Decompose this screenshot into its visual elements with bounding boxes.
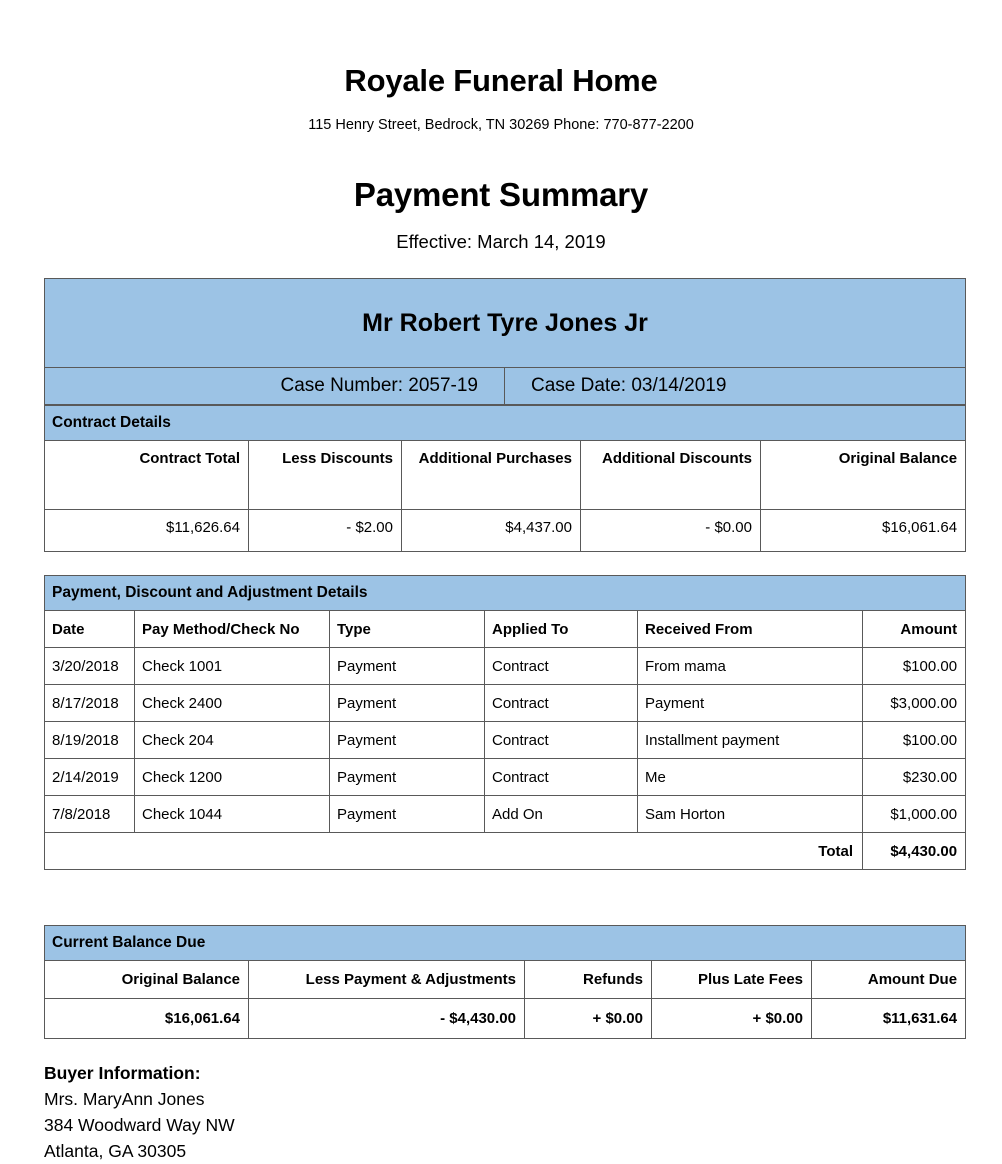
contract-values-row	[45, 510, 966, 552]
cell-date: 8/19/2018	[45, 722, 135, 759]
column-header-type: Type	[330, 611, 485, 648]
cell-date: 3/20/2018	[45, 648, 135, 685]
customer-name: Mr Robert Tyre Jones Jr	[45, 279, 966, 368]
payment-total-row	[45, 833, 966, 870]
payment-details-title: Payment, Discount and Adjustment Details	[45, 576, 966, 611]
cell-applied-to: Add On	[485, 796, 638, 833]
column-header-received-from: Received From	[638, 611, 863, 648]
total-amount: $4,430.00	[863, 833, 966, 870]
cell-applied-to: Contract	[485, 759, 638, 796]
buyer-street: 384 Woodward Way NW	[44, 1114, 235, 1135]
column-header-applied-to: Applied To	[485, 611, 638, 648]
table-row	[45, 648, 966, 685]
cell-amount: $230.00	[863, 759, 966, 796]
value-less-discounts: - $2.00	[249, 510, 402, 552]
table-row	[45, 685, 966, 722]
cell-amount: $100.00	[863, 722, 966, 759]
cell-type: Payment	[330, 722, 485, 759]
cell-pay-method: Check 1044	[135, 796, 330, 833]
cell-date: 2/14/2019	[45, 759, 135, 796]
cell-amount: $100.00	[863, 648, 966, 685]
cell-received-from: Payment	[638, 685, 863, 722]
value-contract-total: $11,626.64	[45, 510, 249, 552]
effective-date: Effective: March 14, 2019	[396, 231, 606, 253]
balance-due-title: Current Balance Due	[45, 926, 966, 961]
value-original-balance: $16,061.64	[761, 510, 966, 552]
company-name: Royale Funeral Home	[344, 63, 658, 98]
cell-applied-to: Contract	[485, 685, 638, 722]
column-header-pay-method: Pay Method/Check No	[135, 611, 330, 648]
table-row	[45, 722, 966, 759]
cell-amount: $3,000.00	[863, 685, 966, 722]
case-number: Case Number: 2057-19	[45, 368, 505, 405]
cell-type: Payment	[330, 759, 485, 796]
value-plus-late-fees: + $0.00	[652, 999, 812, 1039]
cell-date: 8/17/2018	[45, 685, 135, 722]
balance-due-table	[44, 925, 966, 1039]
column-header-amount: Amount	[863, 611, 966, 648]
cell-pay-method: Check 204	[135, 722, 330, 759]
balance-section-title-row	[45, 926, 966, 961]
cell-type: Payment	[330, 685, 485, 722]
value-additional-discounts: - $0.00	[581, 510, 761, 552]
buyer-city-state-zip: Atlanta, GA 30305	[44, 1140, 187, 1161]
total-label: Total	[45, 833, 863, 870]
column-header-additional-purchases: Additional Purchases	[402, 441, 581, 510]
balance-due-section	[44, 925, 958, 1039]
case-date: Case Date: 03/14/2019	[505, 368, 966, 405]
cell-pay-method: Check 2400	[135, 685, 330, 722]
column-header-plus-late-fees: Plus Late Fees	[652, 961, 812, 999]
cell-type: Payment	[330, 648, 485, 685]
column-header-less-payment-adjustments: Less Payment & Adjustments	[249, 961, 525, 999]
value-additional-purchases: $4,437.00	[402, 510, 581, 552]
payment-details-section	[44, 575, 958, 870]
column-header-original-balance: Original Balance	[761, 441, 966, 510]
case-header-table	[44, 278, 966, 405]
column-header-date: Date	[45, 611, 135, 648]
table-row	[45, 796, 966, 833]
payment-header-row	[45, 611, 966, 648]
balance-values-row	[45, 999, 966, 1039]
cell-received-from: Sam Horton	[638, 796, 863, 833]
cell-date: 7/8/2018	[45, 796, 135, 833]
contract-header-row	[45, 441, 966, 510]
value-amount-due: $11,631.64	[812, 999, 966, 1039]
page-title: Payment Summary	[353, 176, 649, 214]
cell-received-from: From mama	[638, 648, 863, 685]
letterhead	[44, 0, 958, 134]
contract-details-table	[44, 405, 966, 552]
payment-details-table	[44, 575, 966, 870]
column-header-original-balance: Original Balance	[45, 961, 249, 999]
value-original-balance: $16,061.64	[45, 999, 249, 1039]
cell-received-from: Me	[638, 759, 863, 796]
customer-name-row	[45, 279, 966, 368]
column-header-refunds: Refunds	[525, 961, 652, 999]
column-header-less-discounts: Less Discounts	[249, 441, 402, 510]
cell-amount: $1,000.00	[863, 796, 966, 833]
column-header-contract-total: Contract Total	[45, 441, 249, 510]
table-row	[45, 759, 966, 796]
buyer-name: Mrs. MaryAnn Jones	[44, 1089, 205, 1110]
cell-received-from: Installment payment	[638, 722, 863, 759]
value-refunds: + $0.00	[525, 999, 652, 1039]
company-address: 115 Henry Street, Bedrock, TN 30269 Phone: 770-877-2200	[308, 117, 694, 134]
column-header-additional-discounts: Additional Discounts	[581, 441, 761, 510]
value-less-payment-adjustments: - $4,430.00	[249, 999, 525, 1039]
payment-section-title-row	[45, 576, 966, 611]
contract-section-title-row	[45, 406, 966, 441]
buyer-information-heading: Buyer Information:	[44, 1063, 201, 1084]
cell-pay-method: Check 1200	[135, 759, 330, 796]
cell-applied-to: Contract	[485, 722, 638, 759]
balance-header-row	[45, 961, 966, 999]
contract-details-title: Contract Details	[45, 406, 966, 441]
buyer-information	[44, 1061, 958, 1164]
column-header-amount-due: Amount Due	[812, 961, 966, 999]
cell-applied-to: Contract	[485, 648, 638, 685]
case-info-row	[45, 368, 966, 405]
cell-pay-method: Check 1001	[135, 648, 330, 685]
cell-type: Payment	[330, 796, 485, 833]
